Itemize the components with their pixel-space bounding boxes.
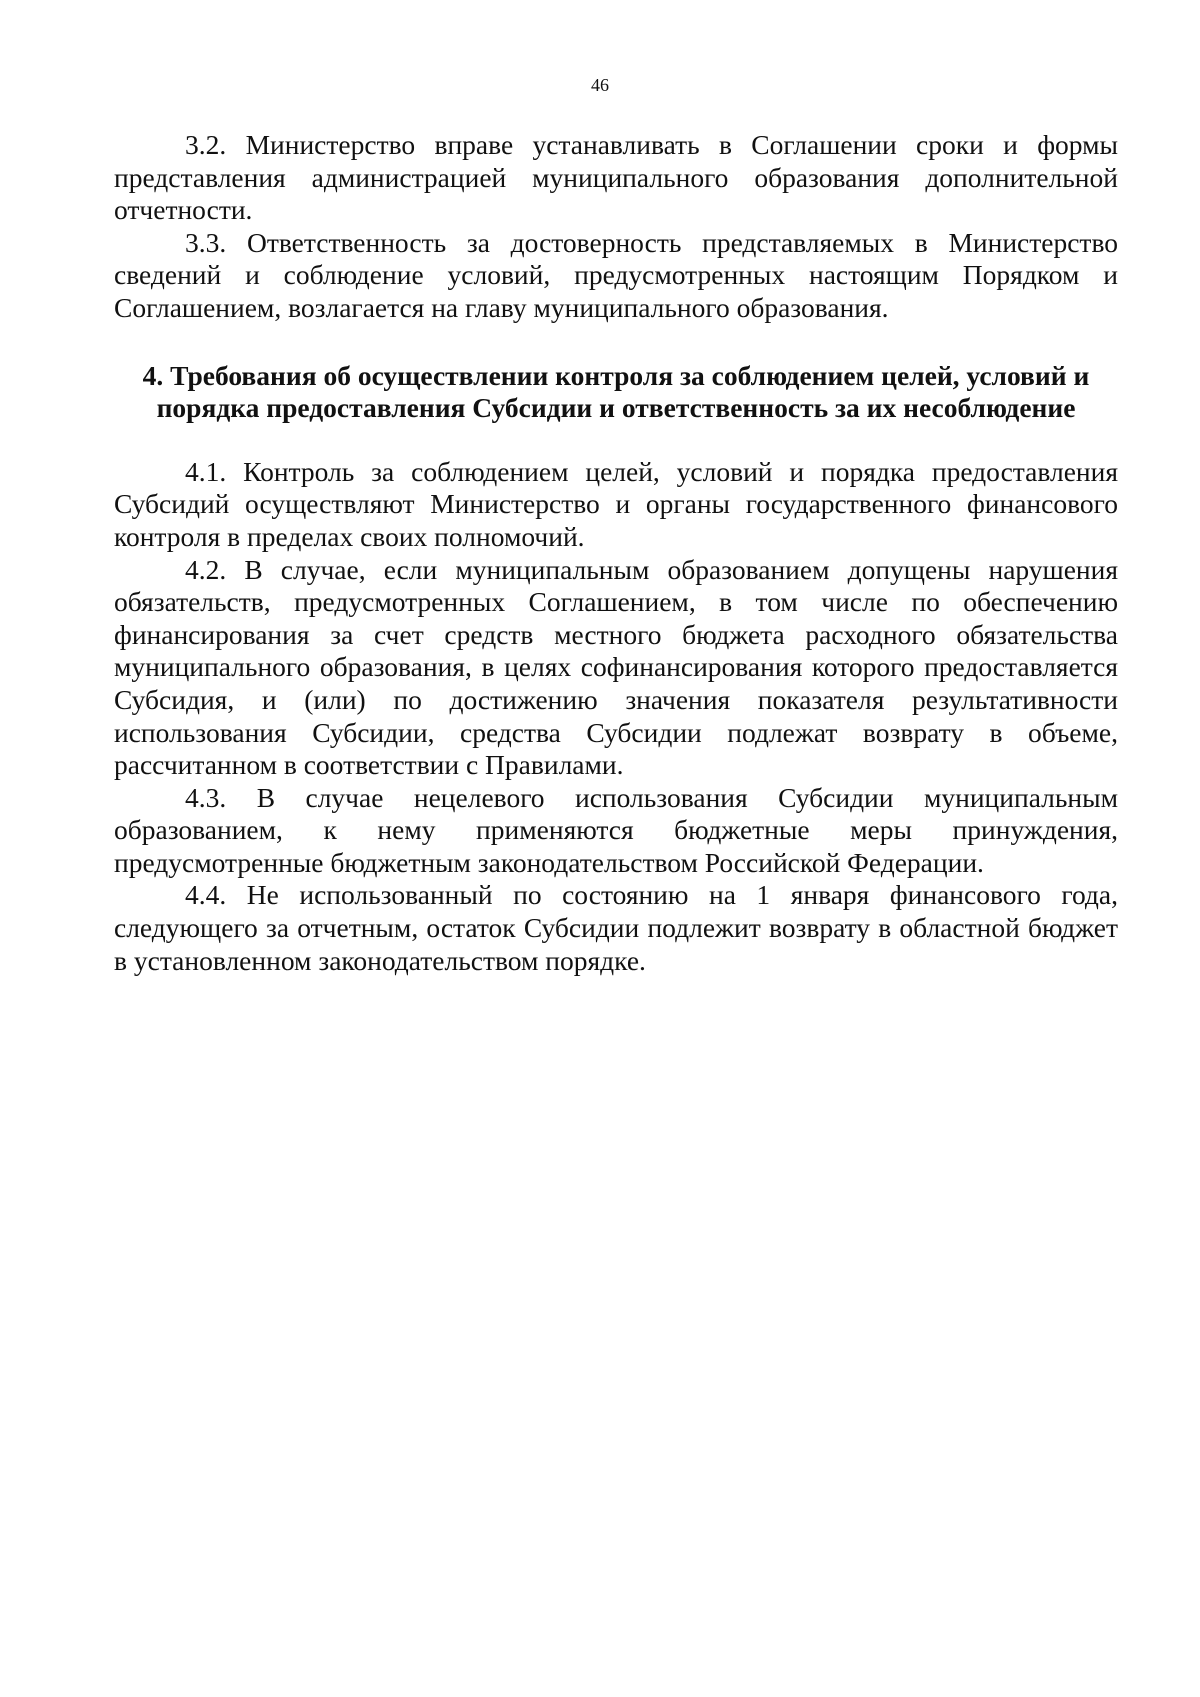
paragraph-4-3: 4.3. В случае нецелевого использования Субсидии муниципальным образованием, к нему применяются бюджетные меры принуждения, предусмотренные бюджетным законодательством Российской Федерации.: [114, 781, 1118, 878]
paragraph-4-1: 4.1. Контроль за соблюдением целей, условий и порядка предоставления Субсидий осуществляют Министерство и органы государственного финансового контроля в пределах своих полномочий.: [114, 455, 1118, 552]
document-body: [114, 129, 1118, 977]
section-heading-line-1: 4. Требования об осуществлении контроля за соблюдением целей, условий и: [142, 359, 1090, 391]
paragraph-4-4: 4.4. Не использованный по состоянию на 1 января финансового года, следующего за отчетным, остаток Субсидии подлежит возврату в областной бюджет в установленном законодательством порядке.: [114, 879, 1118, 976]
paragraph-4-2: 4.2. В случае, если муниципальным образованием допущены нарушения обязательств, предусмотренных Соглашением, в том числе по обеспечению финансирования за счет средств местного бюджета расходного обязательства муниципального образования, в целях софинансирования которого предоставляется Субсидия, и (или) по достижению значения показателя результативности использования Субсидии, средства Субсидии подлежат возврату в объеме, рассчитанном в соответствии с Правилами.: [114, 553, 1118, 781]
paragraph-3-3: 3.3. Ответственность за достоверность представляемых в Министерство сведений и соблюдение условий, предусмотренных настоящим Порядком и Соглашением, возлагается на главу муниципального образования.: [114, 226, 1118, 323]
section-heading-line-2: порядка предоставления Субсидии и ответственность за их несоблюдение: [156, 392, 1076, 424]
page-number: 46: [591, 75, 609, 95]
paragraph-3-2: 3.2. Министерство вправе устанавливать в Соглашении сроки и формы представления администрацией муниципального образования дополнительной отчетности.: [114, 129, 1118, 226]
section-4-heading: [114, 360, 1118, 425]
